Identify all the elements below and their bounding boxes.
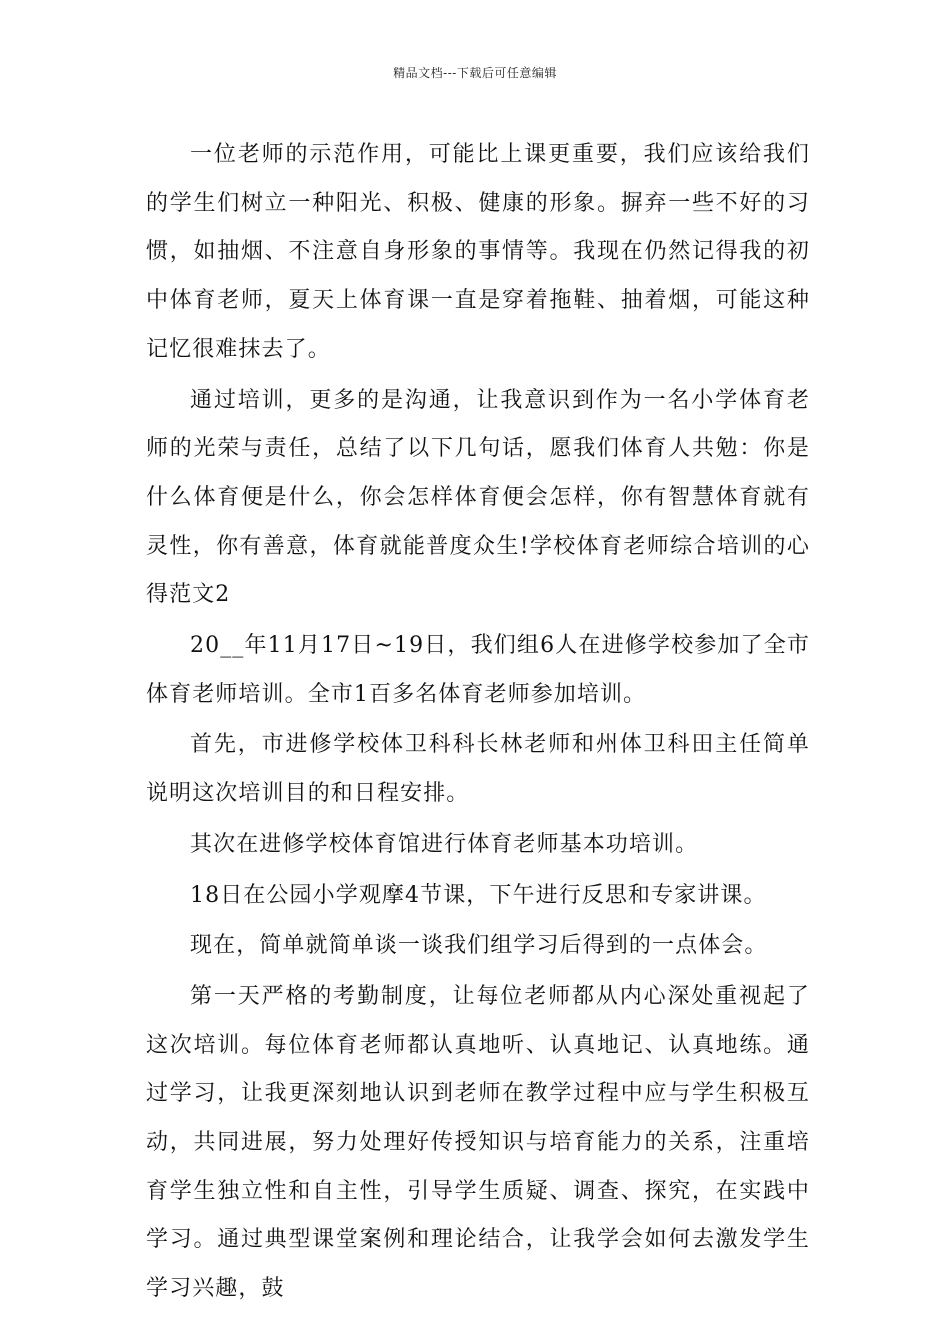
paragraph-8: 第一天严格的考勤制度，让每位老师都从内心深处重视起了这次培训。每位体育老师都认真地听、认真地记、认真地练。通过学习，让我更深刻地认识到老师在教学过程中应与学生积极互动，共同进展，努力处理好传授知识与培育能力的关系，注重培育学生独立性和自主性，引导学生质疑、调查、探究，在实践中学习。通过典型课堂案例和理论结合，让我学会如何去激发学生学习兴趣，鼓	[146, 983, 810, 1302]
paragraph-6: 18日在公园小学观摩4节课，下午进行反思和专家讲课。	[190, 882, 767, 908]
paragraph-4: 首先，市进修学校体卫科科长林老师和州体卫科田主任简单说明这次培训目的和日程安排。	[146, 732, 810, 807]
paragraph-5: 其次在进修学校体育馆进行体育老师基本功培训。	[190, 831, 699, 857]
paragraph-3: 20__年11月17日~19日，我们组6人在进修学校参加了全市体育老师培训。全市1百多名体育老师参加培训。	[146, 633, 810, 707]
paragraph-1: 一位老师的示范作用，可能比上课更重要，我们应该给我们的学生们树立一种阳光、积极、健康的形象。摒弃一些不好的习惯，如抽烟、不注意自身形象的事情等。我现在仍然记得我的初中体育老师，夏天上体育课一直是穿着拖鞋、抽着烟，可能这种记忆很难抹去了。	[146, 142, 810, 362]
paragraph-7: 现在，简单就简单谈一谈我们组学习后得到的一点体会。	[190, 933, 768, 959]
document-body	[146, 131, 810, 1316]
page-header: 精品文档---下载后可任意编辑	[393, 66, 557, 80]
paragraph-2: 通过培训，更多的是沟通，让我意识到作为一名小学体育老师的光荣与责任，总结了以下几句话，愿我们体育人共勉：你是什么体育便是什么，你会怎样体育便会怎样，你有智慧体育就有灵性，你有善意，体育就能普度众生!学校体育老师综合培训的心得范文2	[146, 387, 810, 608]
